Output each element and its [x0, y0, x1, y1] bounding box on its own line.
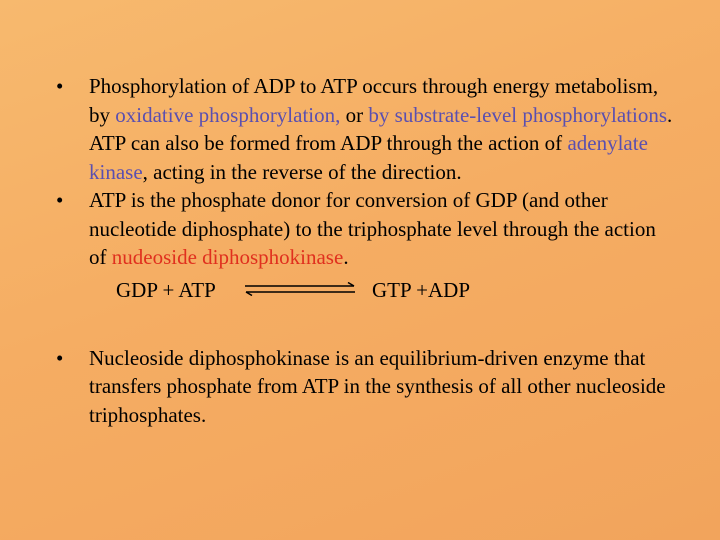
equilibrium-arrows-icon: [244, 282, 356, 296]
bullet-dot: •: [56, 74, 64, 98]
bullet-item-1: [56, 72, 676, 186]
slide-content: [56, 72, 676, 429]
bullet-item-2: [56, 186, 676, 272]
bullet-text-segment: . ATP can also be formed from ADP through the action of: [89, 102, 673, 155]
bullet-item-3: [56, 344, 676, 430]
equation-reactants: GDP + ATP: [116, 277, 216, 302]
bullet-text-segment: Phosphorylation of ADP to ATP occurs through energy metabolism, by: [89, 74, 659, 127]
bullet-text-segment: .: [343, 245, 349, 269]
term-oxidative-phosphorylation: oxidative phosphorylation,: [115, 102, 341, 127]
spacer: [56, 310, 676, 344]
reaction-equation: [56, 274, 676, 310]
bullet-dot: •: [56, 188, 64, 212]
term-nucleoside-diphosphokinase: nudeoside diphosphokinase: [111, 245, 344, 269]
term-substrate-level-phosphorylation: by substrate-level phosphorylations: [368, 102, 668, 127]
equation-products: GTP +ADP: [372, 277, 470, 302]
bullet-text-segment: or: [340, 102, 369, 127]
bullet-text-segment: ATP is the phosphate donor for conversion of GDP (and other nucleotide diphosphate) to the triphosphate level through the action of: [89, 188, 656, 269]
term-adenylate-kinase: adenylate kinase: [89, 131, 648, 184]
bullet-text-segment: , acting in the reverse of the direction.: [142, 159, 462, 184]
bullet-dot: •: [56, 345, 64, 370]
bullet-text-segment: Nucleoside diphosphokinase is an equilibrium-driven enzyme that transfers phosphate from ATP in the synthesis of all other nucleoside triphosphates.: [89, 345, 666, 427]
